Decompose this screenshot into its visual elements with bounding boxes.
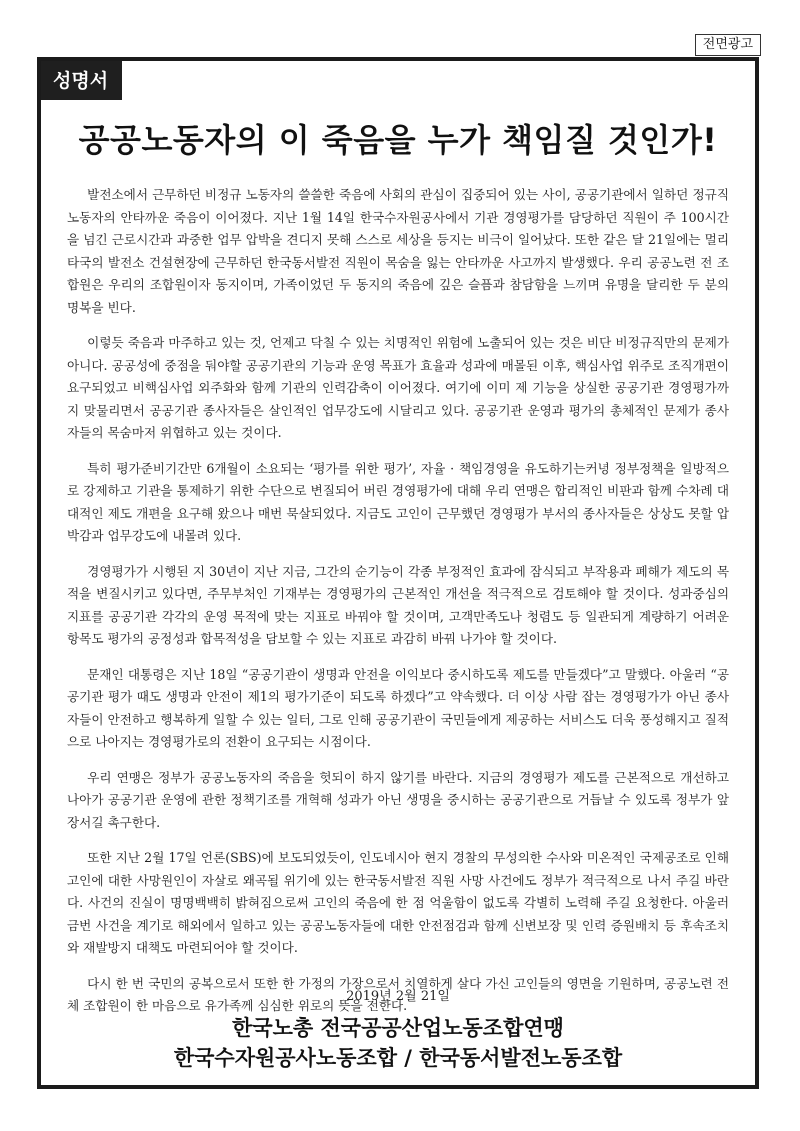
paragraph: 이렇듯 죽음과 마주하고 있는 것, 언제고 닥칠 수 있는 치명적인 위험에 노출되어 있는 것은 비단 비정규직만의 문제가 아니다. 공공성에 중점을 둬야할 공공기관의 기능과 운영 목표가 효율과 성과에 매몰된 이후, 핵심사업 위주로 조직개편이 요구되었고 비핵심사업 외주화와 함께 기관의 인력감축이 이어졌다. 여기에 이미 제 기능을 상실한 공공기관 경영평가까지 맞물리면서 공공기관 종사자들은 살인적인 업무강도에 시달리고 있다. 공공기관 운영과 평가의 총체적인 문제가 종사자들의 목숨마저 위협하고 있는 것이다. <box>67 335 729 440</box>
statement-frame <box>37 57 759 1089</box>
paragraph: 경영평가가 시행된 지 30년이 지난 지금, 그간의 순기능이 각종 부정적인 효과에 잠식되고 부작용과 폐해가 제도의 목적을 변질시키고 있다면, 주무부처인 기재부는 경영평가의 근본적인 개선을 적극적으로 검토해야 할 것이다. 성과중심의 지표를 공공기관 각각의 운영 목적에 맞는 지표로 바꿔야 할 것이며, 고객만족도나 청렴도 등 일관되게 계량하기 어려운 항목도 평가의 공정성과 합목적성을 담보할 수 있는 지표로 과감히 바꿔 나가야 할 것이다. <box>67 563 729 646</box>
paragraph: 다시 한 번 국민의 공복으로서 또한 한 가정의 가장으로서 치열하게 살다 가신 고인들의 영면을 기원하며, 공공노련 전체 조합원이 한 마음으로 유가족께 심심한 위로의 뜻을 전한다. <box>67 975 729 1013</box>
signatory-federation: 한국노총 전국공공산업노동조합연맹 <box>232 1016 564 1040</box>
paragraph: 또한 지난 2월 17일 언론(SBS)에 보도되었듯이, 인도네시아 현지 경찰의 무성의한 수사와 미온적인 국제공조로 인해 고인에 대한 사망원인이 자살로 왜곡될 위기에 있는 한국동서발전 직원 사망 사건에도 정부가 적극적으로 나서 주길 바란다. 사건의 진실이 명명백백히 밝혀짐으로써 고인의 죽음에 한 점 억울함이 없도록 각별히 노력해 주길 요청한다. 아울러 금번 사건을 계기로 해외에서 일하고 있는 공공노동자들에 대한 안전점검과 함께 신변보장 및 인력 증원배치 등 후속조치와 재발방지 대책도 마련되어야 할 것이다. <box>67 850 729 955</box>
signatory-unions: 한국수자원공사노동조합 / 한국동서발전노동조합 <box>173 1046 623 1070</box>
statement-body <box>67 184 729 1031</box>
paragraph: 문재인 대통령은 지난 18일 “공공기관이 생명과 안전을 이익보다 중시하도록 제도를 만들겠다”고 말했다. 아울러 “공공기관 평가 때도 생명과 안전이 제1의 평가기준이 되도록 하겠다”고 약속했다. 더 이상 사람 잡는 경영평가가 아닌 종사자들이 안전하고 행복하게 일할 수 있는 일터, 그로 인해 공공기관이 국민들에게 제공하는 서비스도 더욱 풍성해지고 질적으로 나아지는 경영평가로의 전환이 요구되는 시점이다. <box>67 666 729 749</box>
headline: 공공노동자의 이 죽음을 누가 책임질 것인가! <box>78 121 718 159</box>
statement-label: 성명서 <box>41 61 122 100</box>
paragraph: 발전소에서 근무하던 비정규 노동자의 쓸쓸한 죽음에 사회의 관심이 집중되어 있는 사이, 공공기관에서 일하던 정규직 노동자의 안타까운 죽음이 이어졌다. 지난 1월 14일 한국수자원공사에서 기관 경영평가를 담당하던 직원이 주 100시간을 넘긴 근로시간과 과중한 업무 압박을 견디지 못해 스스로 세상을 등지는 비극이 일어났다. 또한 같은 달 21일에는 멀리 타국의 발전소 건설현장에 근무하던 한국동서발전 직원이 목숨을 잃는 안타까운 사고까지 발생했다. 우리 공공노련 전 조합원은 우리의 조합원이자 동지이며, 가족이었던 두 동지의 죽음에 깊은 슬픔과 참담함을 느끼며 유명을 달리한 두 분의 명복을 빈다. <box>67 187 729 315</box>
ad-type-tag: 전면광고 <box>695 34 761 56</box>
paragraph: 특히 평가준비기간만 6개월이 소요되는 ‘평가를 위한 평가’, 자율 · 책임경영을 유도하기는커녕 정부정책을 일방적으로 강제하고 기관을 통제하기 위한 수단으로 변질되어 버린 경영평가에 대해 우리 연맹은 합리적인 비판과 함께 수차례 대대적인 제도 개편을 요구해 왔으나 매번 묵살되었다. 지금도 고인이 근무했던 경영평가 부서의 종사자들은 상상도 못할 압박감과 업무강도에 내몰려 있다. <box>67 460 729 543</box>
statement-date: 2019년 2월 21일 <box>346 989 450 1004</box>
paragraph: 우리 연맹은 정부가 공공노동자의 죽음을 헛되이 하지 않기를 바란다. 지금의 경영평가 제도를 근본적으로 개선하고 나아가 공공기관 운영에 관한 정책기조를 개혁해 성과가 아닌 생명을 중시하는 공공기관으로 거듭날 수 있도록 정부가 앞장서길 촉구한다. <box>67 769 729 830</box>
